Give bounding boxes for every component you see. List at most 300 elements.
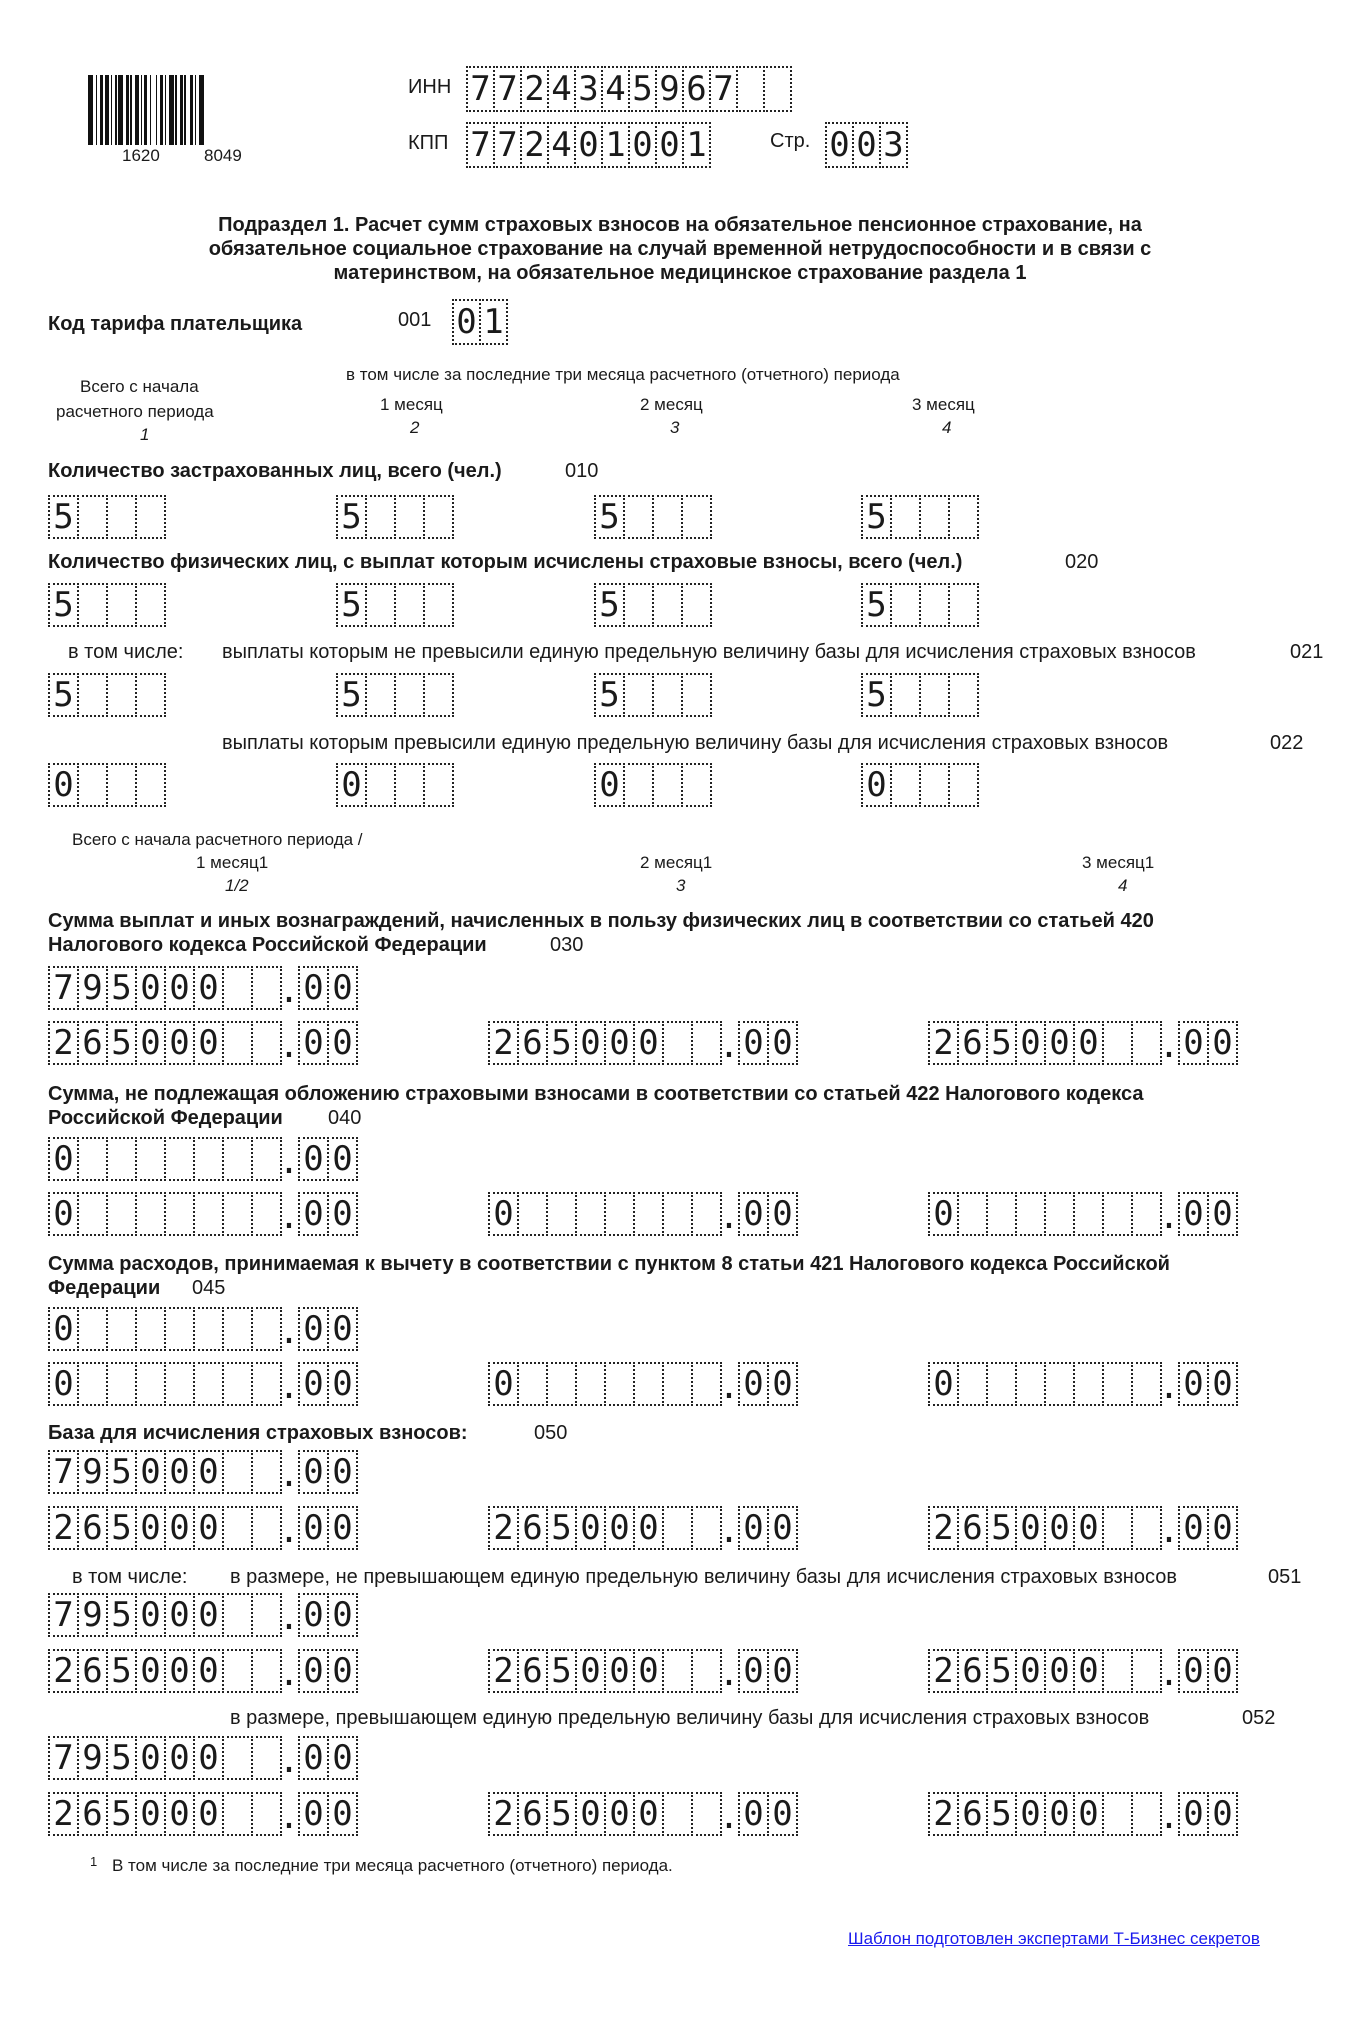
digit-cell[interactable]: 0	[575, 1021, 606, 1065]
digit-cell[interactable]: 2	[488, 1021, 519, 1065]
digit-cell[interactable]: 5	[546, 1021, 577, 1065]
digit-cell[interactable]: 0	[1044, 1649, 1075, 1693]
kopeck-cell[interactable]: 0	[298, 1593, 329, 1637]
digit-cell[interactable]	[251, 966, 282, 1010]
kopeck-cell[interactable]: 0	[327, 1307, 358, 1351]
digit-cell[interactable]: 0	[655, 122, 684, 168]
kopeck-cell[interactable]: 0	[1207, 1021, 1238, 1065]
row050-month3-field[interactable]	[928, 1506, 1236, 1550]
kopeck-cell[interactable]: 0	[1178, 1792, 1209, 1836]
digit-cell[interactable]: 0	[604, 1649, 635, 1693]
digit-cell[interactable]: 7	[466, 66, 495, 112]
digit-cell[interactable]: 5	[106, 1450, 137, 1494]
digit-cell[interactable]	[919, 495, 950, 539]
kopeck-cell[interactable]: 0	[1207, 1506, 1238, 1550]
digit-cell[interactable]: 4	[601, 66, 630, 112]
digit-cell[interactable]	[691, 1362, 722, 1406]
digit-cell[interactable]: 6	[957, 1506, 988, 1550]
digit-cell[interactable]	[365, 763, 396, 807]
digit-cell[interactable]	[222, 1593, 253, 1637]
digit-cell[interactable]	[681, 495, 712, 539]
digit-cell[interactable]: 2	[48, 1649, 79, 1693]
digit-cell[interactable]	[77, 583, 108, 627]
digit-cell[interactable]: 0	[48, 1192, 79, 1236]
digit-cell[interactable]	[222, 1649, 253, 1693]
digit-cell[interactable]: 5	[861, 495, 892, 539]
digit-cell[interactable]	[251, 1021, 282, 1065]
row040-total-field[interactable]	[48, 1137, 356, 1181]
digit-cell[interactable]	[193, 1137, 224, 1181]
digit-cell[interactable]: 7	[466, 122, 495, 168]
kopeck-cell[interactable]: 0	[327, 1506, 358, 1550]
digit-cell[interactable]	[222, 1021, 253, 1065]
kopeck-cell[interactable]: 0	[767, 1362, 798, 1406]
digit-cell[interactable]	[604, 1362, 635, 1406]
digit-cell[interactable]	[575, 1192, 606, 1236]
kopeck-cell[interactable]: 0	[738, 1506, 769, 1550]
digit-cell[interactable]	[681, 763, 712, 807]
digit-cell[interactable]: 9	[77, 1593, 108, 1637]
digit-cell[interactable]: 0	[164, 1450, 195, 1494]
digit-cell[interactable]	[106, 673, 137, 717]
digit-cell[interactable]: 5	[106, 1021, 137, 1065]
digit-cell[interactable]: 0	[164, 1736, 195, 1780]
digit-cell[interactable]: 0	[48, 1362, 79, 1406]
digit-cell[interactable]: 0	[633, 1506, 664, 1550]
digit-cell[interactable]: 0	[135, 1649, 166, 1693]
row030-total-field[interactable]	[48, 966, 356, 1010]
digit-cell[interactable]: 0	[193, 1593, 224, 1637]
digit-cell[interactable]	[77, 1137, 108, 1181]
digit-cell[interactable]	[135, 763, 166, 807]
digit-cell[interactable]	[77, 673, 108, 717]
row020-cell-group-4[interactable]	[861, 583, 977, 627]
digit-cell[interactable]: 0	[1073, 1506, 1104, 1550]
digit-cell[interactable]: 5	[106, 1506, 137, 1550]
digit-cell[interactable]: 0	[48, 1137, 79, 1181]
digit-cell[interactable]: 0	[861, 763, 892, 807]
digit-cell[interactable]: 0	[193, 1506, 224, 1550]
row040-month2-field[interactable]	[488, 1192, 796, 1236]
digit-cell[interactable]: 0	[135, 1021, 166, 1065]
digit-cell[interactable]: 0	[193, 966, 224, 1010]
row052-month2-field[interactable]	[488, 1792, 796, 1836]
kpp-cells[interactable]	[466, 122, 709, 166]
digit-cell[interactable]	[394, 583, 425, 627]
digit-cell[interactable]	[222, 1736, 253, 1780]
digit-cell[interactable]	[633, 1192, 664, 1236]
kopeck-cell[interactable]: 0	[767, 1021, 798, 1065]
digit-cell[interactable]: 5	[546, 1792, 577, 1836]
row030-month1-field[interactable]	[48, 1021, 356, 1065]
digit-cell[interactable]: 5	[986, 1649, 1017, 1693]
kopeck-cell[interactable]: 0	[298, 1792, 329, 1836]
digit-cell[interactable]	[1131, 1192, 1162, 1236]
digit-cell[interactable]: 6	[77, 1649, 108, 1693]
digit-cell[interactable]	[1102, 1792, 1133, 1836]
digit-cell[interactable]: 0	[48, 763, 79, 807]
digit-cell[interactable]: 2	[928, 1649, 959, 1693]
digit-cell[interactable]: 0	[575, 1792, 606, 1836]
digit-cell[interactable]: 3	[879, 122, 908, 168]
digit-cell[interactable]	[365, 495, 396, 539]
digit-cell[interactable]: 0	[164, 966, 195, 1010]
digit-cell[interactable]: 1	[479, 299, 508, 345]
digit-cell[interactable]: 0	[193, 1736, 224, 1780]
digit-cell[interactable]	[890, 583, 921, 627]
digit-cell[interactable]	[623, 763, 654, 807]
digit-cell[interactable]: 0	[488, 1362, 519, 1406]
digit-cell[interactable]: 0	[928, 1362, 959, 1406]
digit-cell[interactable]: 6	[517, 1649, 548, 1693]
digit-cell[interactable]	[251, 1362, 282, 1406]
digit-cell[interactable]	[948, 495, 979, 539]
digit-cell[interactable]	[517, 1362, 548, 1406]
digit-cell[interactable]: 0	[135, 966, 166, 1010]
row021-cell-group-3[interactable]	[594, 673, 710, 717]
digit-cell[interactable]	[423, 763, 454, 807]
row052-month3-field[interactable]	[928, 1792, 1236, 1836]
digit-cell[interactable]	[1073, 1362, 1104, 1406]
tariff-cells[interactable]	[452, 299, 506, 343]
digit-cell[interactable]	[1102, 1649, 1133, 1693]
digit-cell[interactable]	[957, 1192, 988, 1236]
row051-month2-field[interactable]	[488, 1649, 796, 1693]
row010-cell-group-2[interactable]	[336, 495, 452, 539]
digit-cell[interactable]: 2	[488, 1649, 519, 1693]
digit-cell[interactable]: 7	[493, 66, 522, 112]
row010-cell-group-3[interactable]	[594, 495, 710, 539]
digit-cell[interactable]	[423, 583, 454, 627]
row040-month1-field[interactable]	[48, 1192, 356, 1236]
digit-cell[interactable]: 0	[633, 1792, 664, 1836]
digit-cell[interactable]: 0	[164, 1792, 195, 1836]
kopeck-cell[interactable]: 0	[298, 966, 329, 1010]
kopeck-cell[interactable]: 0	[1178, 1506, 1209, 1550]
digit-cell[interactable]	[135, 673, 166, 717]
digit-cell[interactable]	[77, 495, 108, 539]
digit-cell[interactable]	[106, 583, 137, 627]
digit-cell[interactable]: 4	[547, 66, 576, 112]
digit-cell[interactable]: 9	[77, 1450, 108, 1494]
digit-cell[interactable]: 0	[604, 1506, 635, 1550]
digit-cell[interactable]	[691, 1506, 722, 1550]
digit-cell[interactable]: 6	[957, 1021, 988, 1065]
digit-cell[interactable]: 5	[336, 495, 367, 539]
digit-cell[interactable]	[106, 1307, 137, 1351]
digit-cell[interactable]	[681, 673, 712, 717]
digit-cell[interactable]: 7	[48, 1593, 79, 1637]
kopeck-cell[interactable]: 0	[1178, 1192, 1209, 1236]
digit-cell[interactable]	[1131, 1021, 1162, 1065]
digit-cell[interactable]: 5	[861, 583, 892, 627]
digit-cell[interactable]: 0	[604, 1792, 635, 1836]
digit-cell[interactable]: 0	[135, 1593, 166, 1637]
kopeck-cell[interactable]: 0	[327, 966, 358, 1010]
kopeck-cell[interactable]: 0	[1207, 1192, 1238, 1236]
digit-cell[interactable]	[251, 1192, 282, 1236]
digit-cell[interactable]	[77, 1192, 108, 1236]
digit-cell[interactable]: 0	[336, 763, 367, 807]
kopeck-cell[interactable]: 0	[327, 1362, 358, 1406]
digit-cell[interactable]	[662, 1362, 693, 1406]
row051-month1-field[interactable]	[48, 1649, 356, 1693]
digit-cell[interactable]	[135, 495, 166, 539]
digit-cell[interactable]: 5	[106, 1792, 137, 1836]
digit-cell[interactable]	[193, 1307, 224, 1351]
digit-cell[interactable]	[394, 495, 425, 539]
digit-cell[interactable]: 0	[575, 1506, 606, 1550]
kopeck-cell[interactable]: 0	[327, 1792, 358, 1836]
digit-cell[interactable]	[890, 763, 921, 807]
digit-cell[interactable]: 2	[488, 1506, 519, 1550]
digit-cell[interactable]: 2	[520, 122, 549, 168]
digit-cell[interactable]: 0	[852, 122, 881, 168]
digit-cell[interactable]	[1044, 1192, 1075, 1236]
kopeck-cell[interactable]: 0	[327, 1192, 358, 1236]
digit-cell[interactable]	[652, 763, 683, 807]
template-author-link[interactable]: Шаблон подготовлен экспертами Т-Бизнес секретов	[848, 1929, 1260, 1948]
kopeck-cell[interactable]: 0	[767, 1649, 798, 1693]
digit-cell[interactable]: 0	[574, 122, 603, 168]
kopeck-cell[interactable]: 0	[298, 1021, 329, 1065]
kopeck-cell[interactable]: 0	[1178, 1021, 1209, 1065]
digit-cell[interactable]	[77, 763, 108, 807]
kopeck-cell[interactable]: 0	[298, 1450, 329, 1494]
digit-cell[interactable]: 6	[682, 66, 711, 112]
digit-cell[interactable]: 3	[574, 66, 603, 112]
row022-cell-group-4[interactable]	[861, 763, 977, 807]
digit-cell[interactable]: 7	[493, 122, 522, 168]
row051-total-field[interactable]	[48, 1593, 356, 1637]
digit-cell[interactable]	[546, 1192, 577, 1236]
kopeck-cell[interactable]: 0	[767, 1192, 798, 1236]
kopeck-cell[interactable]: 0	[327, 1137, 358, 1181]
digit-cell[interactable]: 5	[861, 673, 892, 717]
digit-cell[interactable]: 0	[164, 1649, 195, 1693]
kopeck-cell[interactable]: 0	[298, 1137, 329, 1181]
digit-cell[interactable]	[394, 673, 425, 717]
digit-cell[interactable]: 7	[48, 1450, 79, 1494]
digit-cell[interactable]	[106, 1137, 137, 1181]
digit-cell[interactable]: 0	[193, 1450, 224, 1494]
digit-cell[interactable]: 2	[48, 1792, 79, 1836]
row030-month2-field[interactable]	[488, 1021, 796, 1065]
digit-cell[interactable]	[222, 966, 253, 1010]
digit-cell[interactable]: 2	[48, 1506, 79, 1550]
digit-cell[interactable]: 0	[604, 1021, 635, 1065]
row021-cell-group-4[interactable]	[861, 673, 977, 717]
kopeck-cell[interactable]: 0	[298, 1649, 329, 1693]
digit-cell[interactable]: 2	[928, 1021, 959, 1065]
digit-cell[interactable]: 5	[336, 673, 367, 717]
digit-cell[interactable]	[986, 1192, 1017, 1236]
digit-cell[interactable]: 9	[77, 966, 108, 1010]
digit-cell[interactable]: 5	[106, 966, 137, 1010]
digit-cell[interactable]	[652, 673, 683, 717]
digit-cell[interactable]: 0	[1015, 1649, 1046, 1693]
row045-month2-field[interactable]	[488, 1362, 796, 1406]
digit-cell[interactable]: 6	[77, 1021, 108, 1065]
kopeck-cell[interactable]: 0	[738, 1792, 769, 1836]
kopeck-cell[interactable]: 0	[327, 1649, 358, 1693]
digit-cell[interactable]	[164, 1362, 195, 1406]
digit-cell[interactable]	[662, 1506, 693, 1550]
digit-cell[interactable]: 6	[957, 1792, 988, 1836]
digit-cell[interactable]: 0	[193, 1021, 224, 1065]
digit-cell[interactable]: 6	[517, 1506, 548, 1550]
digit-cell[interactable]: 0	[135, 1506, 166, 1550]
row030-month3-field[interactable]	[928, 1021, 1236, 1065]
digit-cell[interactable]	[662, 1192, 693, 1236]
kopeck-cell[interactable]: 0	[1178, 1362, 1209, 1406]
digit-cell[interactable]	[1015, 1362, 1046, 1406]
digit-cell[interactable]	[652, 495, 683, 539]
digit-cell[interactable]: 0	[633, 1649, 664, 1693]
digit-cell[interactable]	[193, 1362, 224, 1406]
kopeck-cell[interactable]: 0	[327, 1593, 358, 1637]
digit-cell[interactable]: 9	[77, 1736, 108, 1780]
digit-cell[interactable]	[1015, 1192, 1046, 1236]
digit-cell[interactable]: 0	[488, 1192, 519, 1236]
digit-cell[interactable]	[948, 583, 979, 627]
digit-cell[interactable]: 5	[546, 1649, 577, 1693]
digit-cell[interactable]	[662, 1792, 693, 1836]
digit-cell[interactable]: 0	[1015, 1021, 1046, 1065]
digit-cell[interactable]: 6	[517, 1021, 548, 1065]
digit-cell[interactable]	[365, 583, 396, 627]
digit-cell[interactable]: 5	[546, 1506, 577, 1550]
row022-cell-group-2[interactable]	[336, 763, 452, 807]
digit-cell[interactable]	[77, 1307, 108, 1351]
digit-cell[interactable]	[106, 1192, 137, 1236]
digit-cell[interactable]: 2	[520, 66, 549, 112]
digit-cell[interactable]: 0	[633, 1021, 664, 1065]
digit-cell[interactable]	[251, 1593, 282, 1637]
digit-cell[interactable]	[546, 1362, 577, 1406]
digit-cell[interactable]: 0	[825, 122, 854, 168]
digit-cell[interactable]	[135, 1137, 166, 1181]
digit-cell[interactable]: 0	[928, 1192, 959, 1236]
digit-cell[interactable]	[106, 1362, 137, 1406]
digit-cell[interactable]	[1073, 1192, 1104, 1236]
digit-cell[interactable]: 0	[164, 1021, 195, 1065]
row020-cell-group-2[interactable]	[336, 583, 452, 627]
kopeck-cell[interactable]: 0	[738, 1649, 769, 1693]
digit-cell[interactable]	[691, 1192, 722, 1236]
digit-cell[interactable]: 1	[682, 122, 711, 168]
digit-cell[interactable]	[164, 1307, 195, 1351]
row045-month3-field[interactable]	[928, 1362, 1236, 1406]
digit-cell[interactable]	[251, 1792, 282, 1836]
digit-cell[interactable]	[763, 66, 792, 112]
digit-cell[interactable]	[517, 1192, 548, 1236]
digit-cell[interactable]	[1102, 1506, 1133, 1550]
digit-cell[interactable]: 5	[106, 1736, 137, 1780]
digit-cell[interactable]: 0	[452, 299, 481, 345]
row020-cell-group-3[interactable]	[594, 583, 710, 627]
kopeck-cell[interactable]: 0	[738, 1192, 769, 1236]
digit-cell[interactable]	[222, 1307, 253, 1351]
digit-cell[interactable]	[919, 763, 950, 807]
digit-cell[interactable]	[1102, 1362, 1133, 1406]
digit-cell[interactable]	[106, 763, 137, 807]
row045-month1-field[interactable]	[48, 1362, 356, 1406]
kopeck-cell[interactable]: 0	[1178, 1649, 1209, 1693]
digit-cell[interactable]: 5	[48, 673, 79, 717]
digit-cell[interactable]	[1131, 1649, 1162, 1693]
digit-cell[interactable]: 2	[488, 1792, 519, 1836]
row050-month2-field[interactable]	[488, 1506, 796, 1550]
row010-cell-group-4[interactable]	[861, 495, 977, 539]
digit-cell[interactable]	[164, 1192, 195, 1236]
digit-cell[interactable]: 5	[48, 495, 79, 539]
row052-month1-field[interactable]	[48, 1792, 356, 1836]
digit-cell[interactable]	[1044, 1362, 1075, 1406]
digit-cell[interactable]	[251, 1506, 282, 1550]
kopeck-cell[interactable]: 0	[1207, 1649, 1238, 1693]
digit-cell[interactable]	[691, 1649, 722, 1693]
digit-cell[interactable]: 0	[135, 1792, 166, 1836]
digit-cell[interactable]	[623, 495, 654, 539]
digit-cell[interactable]	[222, 1792, 253, 1836]
digit-cell[interactable]: 5	[48, 583, 79, 627]
digit-cell[interactable]: 5	[106, 1649, 137, 1693]
digit-cell[interactable]	[736, 66, 765, 112]
row021-cell-group-1[interactable]	[48, 673, 164, 717]
digit-cell[interactable]	[957, 1362, 988, 1406]
digit-cell[interactable]: 0	[135, 1450, 166, 1494]
digit-cell[interactable]: 5	[106, 1593, 137, 1637]
digit-cell[interactable]: 2	[928, 1792, 959, 1836]
digit-cell[interactable]	[222, 1506, 253, 1550]
digit-cell[interactable]: 5	[986, 1021, 1017, 1065]
digit-cell[interactable]: 6	[77, 1506, 108, 1550]
digit-cell[interactable]	[251, 1307, 282, 1351]
kopeck-cell[interactable]: 0	[738, 1362, 769, 1406]
digit-cell[interactable]	[662, 1649, 693, 1693]
digit-cell[interactable]: 2	[48, 1021, 79, 1065]
digit-cell[interactable]	[394, 763, 425, 807]
digit-cell[interactable]: 5	[986, 1792, 1017, 1836]
digit-cell[interactable]: 0	[1015, 1506, 1046, 1550]
digit-cell[interactable]	[251, 1450, 282, 1494]
digit-cell[interactable]	[652, 583, 683, 627]
digit-cell[interactable]	[633, 1362, 664, 1406]
kopeck-cell[interactable]: 0	[298, 1506, 329, 1550]
kopeck-cell[interactable]: 0	[298, 1192, 329, 1236]
kopeck-cell[interactable]: 0	[327, 1021, 358, 1065]
row022-cell-group-3[interactable]	[594, 763, 710, 807]
digit-cell[interactable]: 6	[517, 1792, 548, 1836]
digit-cell[interactable]: 6	[957, 1649, 988, 1693]
kopeck-cell[interactable]: 0	[327, 1736, 358, 1780]
digit-cell[interactable]: 0	[48, 1307, 79, 1351]
digit-cell[interactable]: 0	[164, 1506, 195, 1550]
inn-cells[interactable]	[466, 66, 790, 110]
digit-cell[interactable]: 0	[1044, 1792, 1075, 1836]
digit-cell[interactable]: 9	[655, 66, 684, 112]
digit-cell[interactable]: 0	[135, 1736, 166, 1780]
digit-cell[interactable]: 5	[594, 673, 625, 717]
digit-cell[interactable]	[164, 1137, 195, 1181]
digit-cell[interactable]: 0	[1044, 1021, 1075, 1065]
digit-cell[interactable]	[681, 583, 712, 627]
kopeck-cell[interactable]: 0	[298, 1362, 329, 1406]
digit-cell[interactable]	[662, 1021, 693, 1065]
digit-cell[interactable]	[135, 1192, 166, 1236]
digit-cell[interactable]: 5	[594, 583, 625, 627]
